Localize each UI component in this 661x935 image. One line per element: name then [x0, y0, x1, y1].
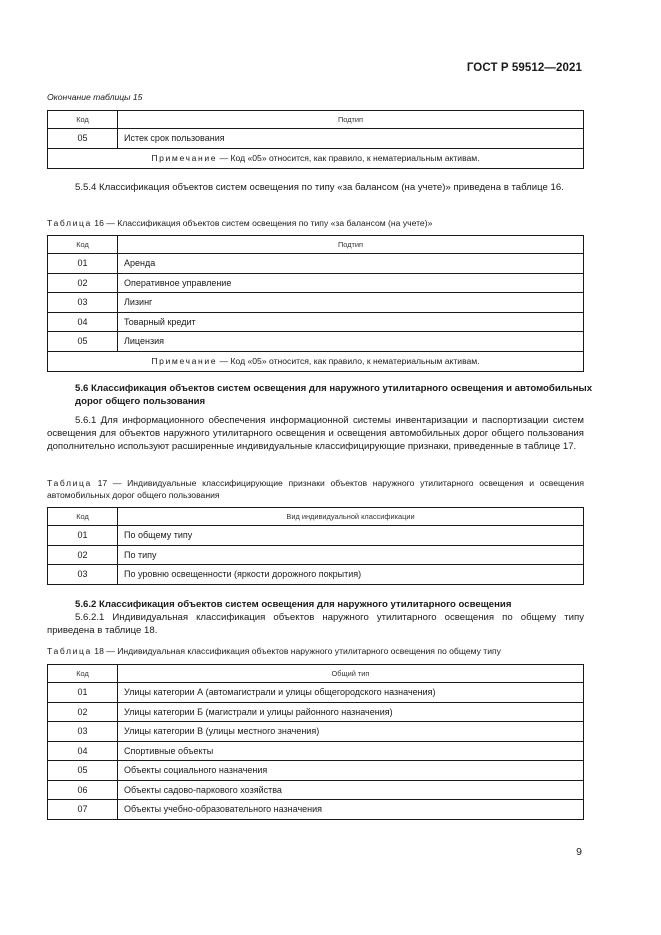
table-16-caption [47, 218, 584, 230]
paragraph-5-6-1: 5.6.1 Для информационного обеспечения информационной системы инвентаризации и паспортизации систем освещения для объектов наружного утилитарного освещения и освещения автомобильных дорог общего пользования дополнительно используют расширенные индивидуальные классифицирующие признаки, приведенные в таблице 17. [47, 415, 584, 453]
note-text: — Код «05» относится, как правило, к нематериальным активам. [217, 153, 480, 163]
row-text: Лицензия [118, 332, 584, 352]
row-code: 01 [48, 526, 118, 546]
row-code: 02 [48, 273, 118, 293]
table-17 [47, 507, 584, 585]
table-row [48, 683, 584, 703]
row-text: Товарный кредит [118, 312, 584, 332]
table-row [48, 332, 584, 352]
row-text: Объекты учебно-образовательного назначения [118, 800, 584, 820]
row-text: Объекты социального назначения [118, 761, 584, 781]
table-row [48, 312, 584, 332]
caption-text: 16 — Классификация объектов систем освещения по типу «за балансом (на учете)» [91, 218, 433, 228]
row-code: 06 [48, 780, 118, 800]
row-code: 04 [48, 312, 118, 332]
row-text: По типу [118, 545, 584, 565]
table-15-caption: Окончание таблицы 15 [47, 92, 143, 102]
row-text: Оперативное управление [118, 273, 584, 293]
table-row [48, 526, 584, 546]
row-code: 02 [48, 702, 118, 722]
caption-text: 17 — Индивидуальные классифицирующие признаки объектов наружного утилитарного освещения и освещения автомобильных дорог общего пользования [47, 478, 584, 500]
row-code: 07 [48, 800, 118, 820]
table-row [48, 545, 584, 565]
paragraph-5-6-2-1: 5.6.2.1 Индивидуальная классификация объектов наружного утилитарного освещения по общему типу приведена в таблице 18. [47, 612, 584, 637]
note-text: — Код «05» относится, как правило, к нематериальным активам. [217, 356, 480, 366]
table-15-header-type: Подтип [118, 111, 584, 129]
row-text: По уровню освещенности (яркости дорожного покрытия) [118, 565, 584, 585]
row-text: По общему типу [118, 526, 584, 546]
row-code: 05 [48, 332, 118, 352]
row-text: Лизинг [118, 293, 584, 313]
table-row [48, 741, 584, 761]
table-row [48, 129, 584, 149]
table-row [48, 722, 584, 742]
table-row [48, 800, 584, 820]
paragraph-5-5-4: 5.5.4 Классификация объектов систем освещения по типу «за балансом (на учете)» приведена в таблице 16. [75, 182, 564, 193]
row-code: 03 [48, 293, 118, 313]
note-label: Примечание [151, 356, 218, 366]
row-text: Улицы категории В (улицы местного значения) [118, 722, 584, 742]
table-row [48, 254, 584, 274]
row-code: 01 [48, 254, 118, 274]
table-row [48, 702, 584, 722]
table-row [48, 293, 584, 313]
table-17-header-type: Вид индивидуальной классификации [118, 508, 584, 526]
table-row [48, 273, 584, 293]
section-heading-5-6: 5.6 Классификация объектов систем освещения для наружного утилитарного освещения и автомобильных дорог общего пользования [75, 383, 593, 408]
row-text: Улицы категории Б (магистрали и улицы районного назначения) [118, 702, 584, 722]
table-16-header-code: Код [48, 236, 118, 254]
row-code: 02 [48, 545, 118, 565]
caption-text: 18 — Индивидуальная классификация объектов наружного утилитарного освещения по общему типу [91, 646, 501, 656]
table-16 [47, 235, 584, 372]
caption-label: Таблица [47, 218, 92, 228]
row-code: 05 [48, 129, 118, 149]
caption-label: Таблица [47, 646, 92, 656]
table-18-caption [47, 646, 584, 658]
table-17-caption [47, 478, 584, 501]
row-text: Объекты садово-паркового хозяйства [118, 780, 584, 800]
table-16-note [48, 351, 584, 371]
table-row [48, 565, 584, 585]
row-code: 04 [48, 741, 118, 761]
table-18 [47, 664, 584, 820]
row-text: Спортивные объекты [118, 741, 584, 761]
row-code: 05 [48, 761, 118, 781]
table-17-header-code: Код [48, 508, 118, 526]
row-text: Аренда [118, 254, 584, 274]
document-id: ГОСТ Р 59512—2021 [466, 62, 582, 74]
table-18-header-type: Общий тип [118, 665, 584, 683]
page-number: 9 [576, 846, 582, 858]
note-label: Примечание [151, 153, 218, 163]
section-heading-5-6-2: 5.6.2 Классификация объектов систем освещения для наружного утилитарного освещения [75, 599, 512, 610]
table-16-header-type: Подтип [118, 236, 584, 254]
row-code: 03 [48, 565, 118, 585]
row-code: 01 [48, 683, 118, 703]
row-text: Улицы категории А (автомагистрали и улицы общегородского назначения) [118, 683, 584, 703]
row-code: 03 [48, 722, 118, 742]
caption-label: Таблица [47, 478, 92, 488]
table-15-header-code: Код [48, 111, 118, 129]
table-18-header-code: Код [48, 665, 118, 683]
table-row [48, 780, 584, 800]
table-row [48, 761, 584, 781]
row-text: Истек срок пользования [118, 129, 584, 149]
table-15-note [48, 148, 584, 168]
table-15 [47, 110, 584, 169]
